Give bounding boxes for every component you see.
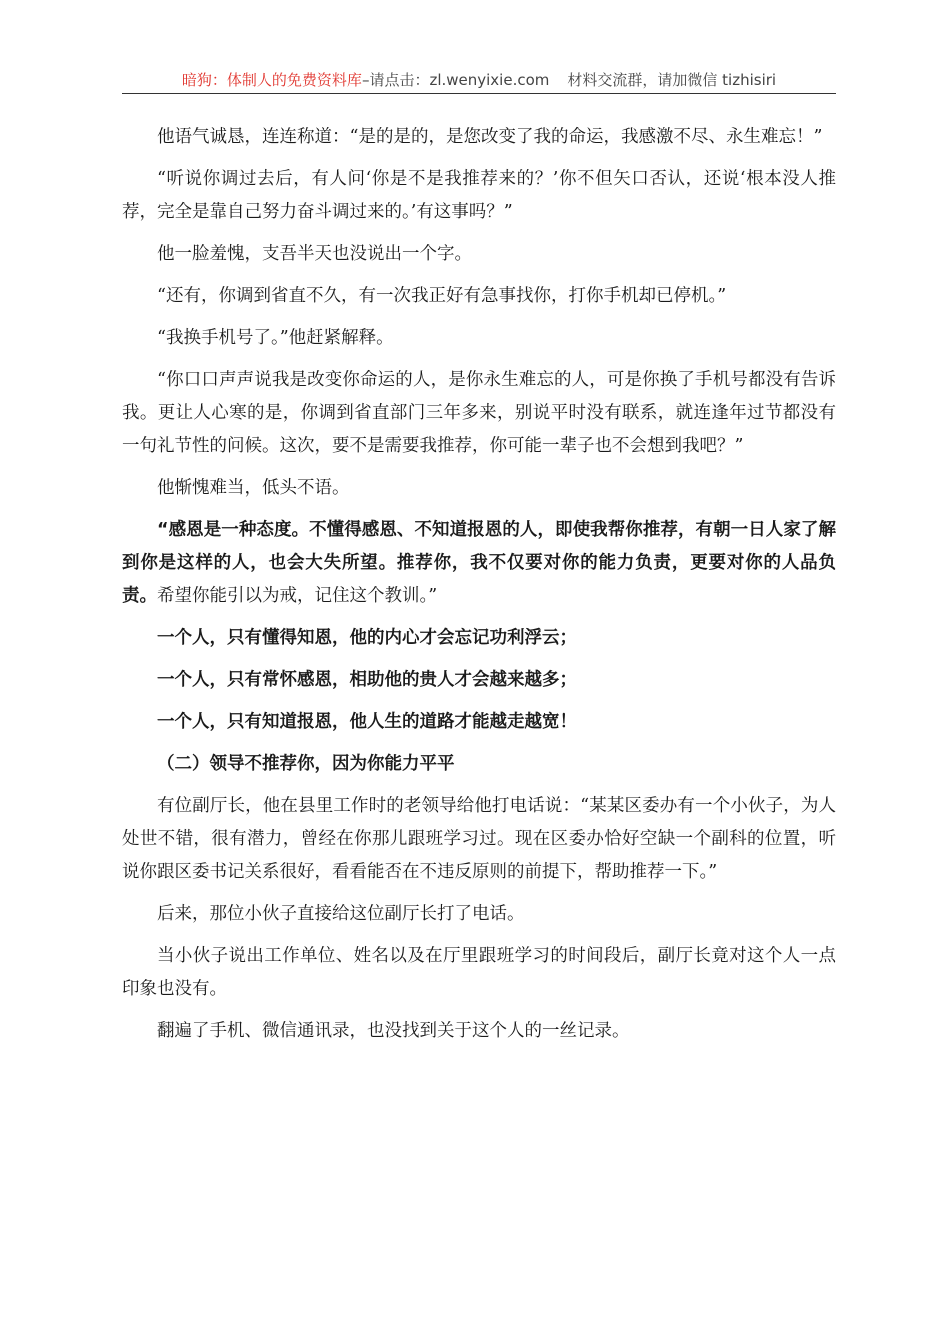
paragraph: 有位副厅长，他在县里工作时的老领导给他打电话说：“某某区委办有一个小伙子，为人处世不错，很有潜力，曾经在你那儿跟班学习过。现在区委办恰好空缺一个副科的位置，听说你跟区委书记关系很好，看看能否在不违反原则的前提下，帮助推荐一下。” (122, 796, 836, 882)
header-divider (122, 93, 836, 94)
maxim-line: 一个人，只有懂得知恩，他的内心才会忘记功利浮云； (157, 628, 577, 648)
paragraph: 他惭愧难当，低头不语。 (157, 478, 350, 498)
header-brand: 暗狗：体制人的免费资料库 (181, 71, 362, 89)
header-click-label: –请点击： (361, 71, 430, 89)
header-group-info: 材料交流群，请加微信 tizhisiri (567, 71, 777, 89)
document-body (122, 121, 836, 1057)
header-url-link[interactable]: zl.wenyixie.com (429, 71, 550, 89)
paragraph: 他语气诚恳，连连称道：“是的是的，是您改变了我的命运，我感激不尽、永生难忘！” (157, 127, 823, 147)
gratitude-normal-text: 希望你能引以为戒，记住这个教训。” (157, 586, 438, 606)
section-heading: （二）领导不推荐你，因为你能力平平 (157, 754, 455, 774)
paragraph: “还有，你调到省直不久，有一次我正好有急事找你，打你手机却已停机。” (157, 286, 727, 306)
maxim-line: 一个人，只有常怀感恩，相助他的贵人才会越来越多； (157, 670, 577, 690)
paragraph: 后来，那位小伙子直接给这位副厅长打了电话。 (157, 904, 525, 924)
paragraph: 翻遍了手机、微信通讯录，也没找到关于这个人的一丝记录。 (157, 1021, 630, 1041)
paragraph: “我换手机号了。”他赶紧解释。 (157, 328, 394, 348)
paragraph: 他一脸羞愧，支吾半天也没说出一个字。 (157, 244, 472, 264)
maxim-line: 一个人，只有知道报恩，他人生的道路才能越走越宽！ (157, 712, 577, 732)
gratitude-paragraph (122, 514, 836, 613)
gratitude-bold-text: “感恩是一种态度。不懂得感恩、不知道报恩的人，即使我帮你推荐，有朝一日人家了解到你是这样的人，也会大失所望。推荐你，我不仅要对你的能力负责，更要对你的人品负责。 (122, 520, 836, 606)
paragraph: “你口口声声说我是改变你命运的人，是你永生难忘的人，可是你换了手机号都没有告诉我。更让人心寒的是，你调到省直部门三年多来，别说平时没有联系，就连逢年过节都没有一句礼节性的问候。这次，要不是需要我推荐，你可能一辈子也不会想到我吧？” (122, 370, 836, 456)
paragraph: 当小伙子说出工作单位、姓名以及在厅里跟班学习的时间段后，副厅长竟对这个人一点印象也没有。 (122, 946, 836, 999)
paragraph: “听说你调过去后，有人问‘你是不是我推荐来的？’你不但矢口否认，还说‘根本没人推荐，完全是靠自己努力奋斗调过来的。’有这事吗？” (122, 169, 836, 222)
page-header (122, 70, 836, 90)
